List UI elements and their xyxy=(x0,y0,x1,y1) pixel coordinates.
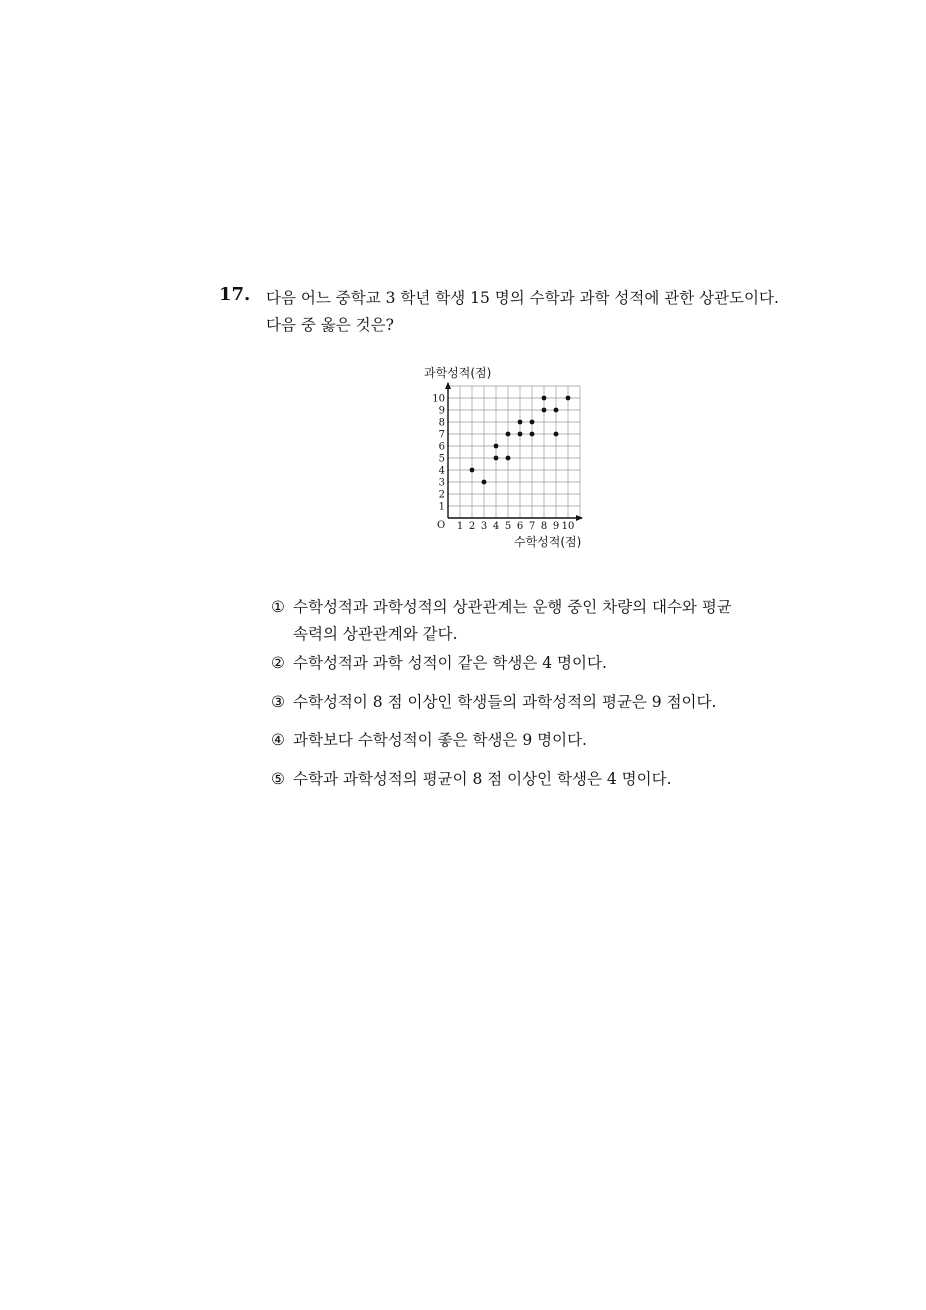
data-point xyxy=(518,420,523,425)
x-tick-label: 8 xyxy=(540,521,548,532)
y-tick-label: 3 xyxy=(438,477,445,489)
data-point xyxy=(542,396,547,401)
y-axis-label: 과학성적(점) xyxy=(424,366,492,380)
option-5-text: 수학과 과학성적의 평균이 8 점 이상인 학생은 4 명이다. xyxy=(293,770,672,788)
y-tick-label: 1 xyxy=(438,501,445,513)
data-point xyxy=(506,456,511,461)
option-1[interactable] xyxy=(271,595,732,617)
origin-label: O xyxy=(437,520,446,531)
option-3-text: 수학성적이 8 점 이상인 학생들의 과학성적의 평균은 9 점이다. xyxy=(293,693,717,711)
x-tick-label: 2 xyxy=(468,521,476,532)
option-4-marker: ④ xyxy=(271,731,285,749)
option-5-marker: ⑤ xyxy=(271,770,285,788)
data-point xyxy=(554,408,559,413)
option-2-marker: ② xyxy=(271,654,285,672)
y-tick-label: 10 xyxy=(432,393,445,405)
x-tick-label: 7 xyxy=(528,521,536,532)
x-axis-label: 수학성적(점) xyxy=(514,535,582,549)
y-tick-label: 8 xyxy=(438,417,445,429)
option-1-text-cont: 속력의 상관관계와 같다. xyxy=(293,625,458,643)
chart-grid xyxy=(448,386,580,518)
y-tick-label: 7 xyxy=(438,429,445,441)
x-tick-label: 5 xyxy=(504,521,512,532)
option-4[interactable] xyxy=(271,728,587,750)
question-text-line2: 다음 중 옳은 것은? xyxy=(266,316,394,334)
y-tick-label: 6 xyxy=(438,441,445,453)
x-tick-label: 6 xyxy=(516,521,524,532)
data-point xyxy=(530,420,535,425)
y-tick-label: 4 xyxy=(438,465,445,477)
option-1-text: 수학성적과 과학성적의 상관관계는 운행 중인 차량의 대수와 평균 xyxy=(293,598,732,616)
data-point xyxy=(494,444,499,449)
y-tick-label: 9 xyxy=(438,405,445,417)
question-number: 17. xyxy=(219,284,251,305)
x-tick-label: 3 xyxy=(480,521,488,532)
option-2[interactable] xyxy=(271,651,607,673)
x-tick-label: 10 xyxy=(561,521,575,532)
option-2-text: 수학성적과 과학 성적이 같은 학생은 4 명이다. xyxy=(293,654,607,672)
data-point xyxy=(554,432,559,437)
data-point xyxy=(482,480,487,485)
data-point xyxy=(566,396,571,401)
x-tick-label: 9 xyxy=(552,521,560,532)
data-point xyxy=(530,432,535,437)
y-tick-label: 5 xyxy=(438,453,445,465)
data-point xyxy=(506,432,511,437)
option-3[interactable] xyxy=(271,690,716,712)
option-4-text: 과학보다 수학성적이 좋은 학생은 9 명이다. xyxy=(293,731,587,749)
y-tick-labels xyxy=(432,394,445,513)
scatter-chart xyxy=(410,360,610,555)
y-tick-label: 2 xyxy=(438,489,445,501)
option-5[interactable] xyxy=(271,767,672,789)
data-point xyxy=(518,432,523,437)
data-point xyxy=(542,408,547,413)
x-tick-labels xyxy=(457,521,575,532)
option-3-marker: ③ xyxy=(271,693,285,711)
x-tick-label: 1 xyxy=(456,521,464,532)
question-text-line1: 다음 어느 중학교 3 학년 학생 15 명의 수학과 과학 성적에 관한 상관도이다. xyxy=(266,289,779,307)
x-tick-label: 4 xyxy=(492,521,500,532)
option-1-marker: ① xyxy=(271,598,285,616)
data-point xyxy=(494,456,499,461)
data-point xyxy=(470,468,475,473)
